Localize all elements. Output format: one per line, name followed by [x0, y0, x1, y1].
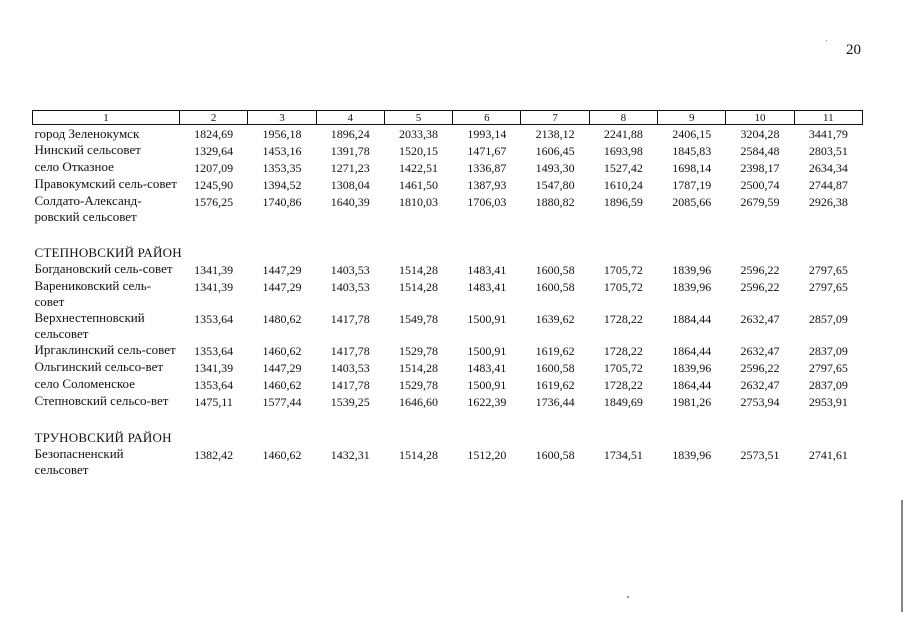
table-cell-value: 1353,64 [194, 378, 234, 392]
table-row [33, 342, 863, 359]
table-cell-value: 1896,24 [330, 127, 370, 141]
table-cell-value: 2138,12 [535, 127, 575, 141]
settlement-name: Солдато-Александ-ровский сельсовет [34, 193, 142, 224]
table-cell-value: 1880,82 [535, 195, 575, 209]
column-header: 5 [384, 111, 452, 125]
table-cell-value: 1500,91 [467, 312, 507, 326]
table-cell-value: 2596,22 [740, 263, 780, 277]
tariff-table [32, 110, 863, 478]
table-cell-value: 1839,96 [672, 361, 712, 375]
settlement-name: село Соломенское [34, 376, 135, 391]
settlement-name: село Отказное [34, 159, 114, 174]
table-cell-value: 2241,88 [603, 127, 643, 141]
table-cell-value: 1417,78 [330, 312, 370, 326]
column-header: 1 [33, 111, 180, 125]
table-cell-value: 1549,78 [399, 312, 439, 326]
table-cell-value: 1329,64 [194, 144, 234, 158]
settlement-name: Безопасненский сельсовет [34, 446, 124, 477]
table-cell-value: 2857,09 [808, 312, 848, 326]
table-cell-value: 1728,22 [603, 378, 643, 392]
table-cell-value: 1606,45 [535, 144, 575, 158]
table-cell-value: 1341,39 [194, 263, 234, 277]
table-cell-value: 1514,28 [399, 361, 439, 375]
table-cell-value: 1576,25 [194, 195, 234, 209]
table-cell-value: 2837,09 [808, 378, 848, 392]
table-row [33, 359, 863, 376]
table-cell-value: 1460,62 [262, 448, 302, 462]
table-cell-value: 2033,38 [399, 127, 439, 141]
table-body [33, 125, 863, 479]
table-cell-value: 1493,30 [535, 161, 575, 175]
column-header: 6 [453, 111, 521, 125]
table-cell-value: 1849,69 [603, 395, 643, 409]
table-cell-value: 1432,31 [330, 448, 370, 462]
table-cell-value: 1207,09 [194, 161, 234, 175]
table-cell-value: 1839,96 [672, 263, 712, 277]
table-cell-value: 2797,65 [808, 280, 848, 294]
settlement-name: Верхнестепновский сельсовет [34, 310, 145, 341]
table-cell-value: 1460,62 [262, 344, 302, 358]
table-row [33, 125, 863, 143]
table-cell-value: 2797,65 [808, 263, 848, 277]
scan-speck [826, 40, 827, 41]
table-cell-value: 1600,58 [535, 448, 575, 462]
table-row [33, 176, 863, 193]
table-cell-value: 2634,34 [808, 161, 848, 175]
table-header-row [33, 111, 863, 125]
settlement-name: Нинский сельсовет [34, 142, 141, 157]
table-cell-value: 2926,38 [808, 195, 848, 209]
table-cell-value: 1839,96 [672, 448, 712, 462]
table-cell-value: 1447,29 [262, 361, 302, 375]
table-cell-value: 1845,83 [672, 144, 712, 158]
table-cell-value: 1394,52 [262, 178, 302, 192]
table-cell-value: 1698,14 [672, 161, 712, 175]
table-cell-value: 1460,62 [262, 378, 302, 392]
table-cell-value: 2803,51 [808, 144, 848, 158]
column-header: 3 [248, 111, 316, 125]
table-cell-value: 1646,60 [399, 395, 439, 409]
table-cell-value: 1734,51 [603, 448, 643, 462]
table-cell-value: 1520,15 [399, 144, 439, 158]
table-cell-value: 1514,28 [399, 263, 439, 277]
table-cell-value: 1341,39 [194, 280, 234, 294]
table-cell-value: 1353,64 [194, 344, 234, 358]
table-cell-value: 1529,78 [399, 378, 439, 392]
column-header: 11 [794, 111, 862, 125]
table-cell-value: 1706,03 [467, 195, 507, 209]
section-heading: СТЕПНОВСКИЙ РАЙОН [34, 245, 182, 260]
table-cell-value: 1864,44 [672, 378, 712, 392]
table-cell-value: 1353,35 [262, 161, 302, 175]
table-cell-value: 1705,72 [603, 280, 643, 294]
table-cell-value: 1736,44 [535, 395, 575, 409]
table-cell-value: 1514,28 [399, 280, 439, 294]
table-cell-value: 2741,61 [808, 448, 848, 462]
table-cell-value: 2632,47 [740, 378, 780, 392]
table-cell-value: 2596,22 [740, 280, 780, 294]
column-header: 9 [658, 111, 726, 125]
table-cell-value: 2500,74 [740, 178, 780, 192]
table-cell-value: 1619,62 [535, 378, 575, 392]
table-cell-value: 1447,29 [262, 263, 302, 277]
settlement-name: Ольгинский сельсо-вет [34, 359, 164, 374]
table-cell-value: 1403,53 [330, 280, 370, 294]
table-cell-value: 1529,78 [399, 344, 439, 358]
column-header: 8 [589, 111, 657, 125]
table-cell-value: 1514,28 [399, 448, 439, 462]
table-cell-value: 2596,22 [740, 361, 780, 375]
table-cell-value: 1693,98 [603, 144, 643, 158]
table-cell-value: 1271,23 [330, 161, 370, 175]
table-cell-value: 1740,86 [262, 195, 302, 209]
table-row [33, 393, 863, 410]
table-cell-value: 1500,91 [467, 378, 507, 392]
table-cell-value: 1810,03 [399, 195, 439, 209]
table-cell-value: 1619,62 [535, 344, 575, 358]
settlement-name: Правокумский сель-совет [34, 176, 177, 191]
table-cell-value: 1728,22 [603, 344, 643, 358]
table-cell-value: 1387,93 [467, 178, 507, 192]
table-cell-value: 1610,24 [603, 178, 643, 192]
table-cell-value: 2085,66 [672, 195, 712, 209]
table-cell-value: 2632,47 [740, 344, 780, 358]
settlement-name: город Зеленокумск [34, 126, 140, 141]
table-cell-value: 1480,62 [262, 312, 302, 326]
table-cell-value: 2753,94 [740, 395, 780, 409]
table-cell-value: 1705,72 [603, 263, 643, 277]
table-cell-value: 1839,96 [672, 280, 712, 294]
table-cell-value: 1403,53 [330, 361, 370, 375]
table-cell-value: 2398,17 [740, 161, 780, 175]
settlement-name: Степновский сельсо-вет [34, 393, 169, 408]
table-cell-value: 1600,58 [535, 280, 575, 294]
table-cell-value: 1600,58 [535, 263, 575, 277]
scan-speck [627, 596, 629, 598]
table-cell-value: 1640,39 [330, 195, 370, 209]
page-number: 20 [846, 42, 861, 58]
table-cell-value: 1417,78 [330, 378, 370, 392]
table-row [33, 310, 863, 342]
table-cell-value: 1956,18 [262, 127, 302, 141]
table-cell-value: 1447,29 [262, 280, 302, 294]
table-row [33, 142, 863, 159]
table-cell-value: 1622,39 [467, 395, 507, 409]
table-cell-value: 2953,91 [808, 395, 848, 409]
table-cell-value: 1600,58 [535, 361, 575, 375]
table-cell-value: 1483,41 [467, 280, 507, 294]
table-row [33, 446, 863, 478]
table-cell-value: 1453,16 [262, 144, 302, 158]
column-header: 4 [316, 111, 384, 125]
table-cell-value: 1787,19 [672, 178, 712, 192]
table-cell-value: 3441,79 [808, 127, 848, 141]
settlement-name: Богдановский сель-совет [34, 261, 173, 276]
table-cell-value: 1382,42 [194, 448, 234, 462]
table-cell-value: 2573,51 [740, 448, 780, 462]
table-cell-value: 1512,20 [467, 448, 507, 462]
table-cell-value: 1824,69 [194, 127, 234, 141]
table-row [33, 261, 863, 278]
table-row [33, 159, 863, 176]
table-cell-value: 1417,78 [330, 344, 370, 358]
table-cell-value: 1728,22 [603, 312, 643, 326]
table-cell-value: 1864,44 [672, 344, 712, 358]
table-cell-value: 1475,11 [194, 395, 233, 409]
table-cell-value: 1403,53 [330, 263, 370, 277]
column-header: 2 [180, 111, 248, 125]
settlement-name: Иргаклинский сель-совет [34, 342, 176, 357]
table-cell-value: 1353,64 [194, 312, 234, 326]
table-cell-value: 1527,42 [603, 161, 643, 175]
table-cell-value: 2744,87 [808, 178, 848, 192]
table-cell-value: 1245,90 [194, 178, 234, 192]
table-cell-value: 2632,47 [740, 312, 780, 326]
table-cell-value: 1341,39 [194, 361, 234, 375]
table-cell-value: 2406,15 [672, 127, 712, 141]
scan-edge-line [901, 500, 903, 612]
table-cell-value: 2679,59 [740, 195, 780, 209]
table-cell-value: 1981,26 [672, 395, 712, 409]
table-cell-value: 2797,65 [808, 361, 848, 375]
section-heading-row [33, 410, 863, 446]
table-cell-value: 3204,28 [740, 127, 780, 141]
table-cell-value: 1896,59 [603, 195, 643, 209]
table-row [33, 376, 863, 393]
settlement-name: Варениковский сель-совет [34, 278, 152, 309]
section-heading-row [33, 225, 863, 261]
section-heading: ТРУНОВСКИЙ РАЙОН [34, 430, 172, 445]
table-cell-value: 1639,62 [535, 312, 575, 326]
table-cell-value: 1461,50 [399, 178, 439, 192]
table-cell-value: 1308,04 [330, 178, 370, 192]
table-cell-value: 1483,41 [467, 361, 507, 375]
table-cell-value: 1884,44 [672, 312, 712, 326]
table-cell-value: 1577,44 [262, 395, 302, 409]
table-cell-value: 1422,51 [399, 161, 439, 175]
column-header: 10 [726, 111, 794, 125]
table-cell-value: 2837,09 [808, 344, 848, 358]
column-header: 7 [521, 111, 589, 125]
table-cell-value: 1993,14 [467, 127, 507, 141]
table-cell-value: 1547,80 [535, 178, 575, 192]
table-row [33, 278, 863, 310]
table-cell-value: 1471,67 [467, 144, 507, 158]
table-cell-value: 1500,91 [467, 344, 507, 358]
table-cell-value: 2584,48 [740, 144, 780, 158]
table-cell-value: 1391,78 [330, 144, 370, 158]
table-cell-value: 1705,72 [603, 361, 643, 375]
table-cell-value: 1483,41 [467, 263, 507, 277]
table-cell-value: 1336,87 [467, 161, 507, 175]
table-cell-value: 1539,25 [330, 395, 370, 409]
table-row [33, 193, 863, 225]
